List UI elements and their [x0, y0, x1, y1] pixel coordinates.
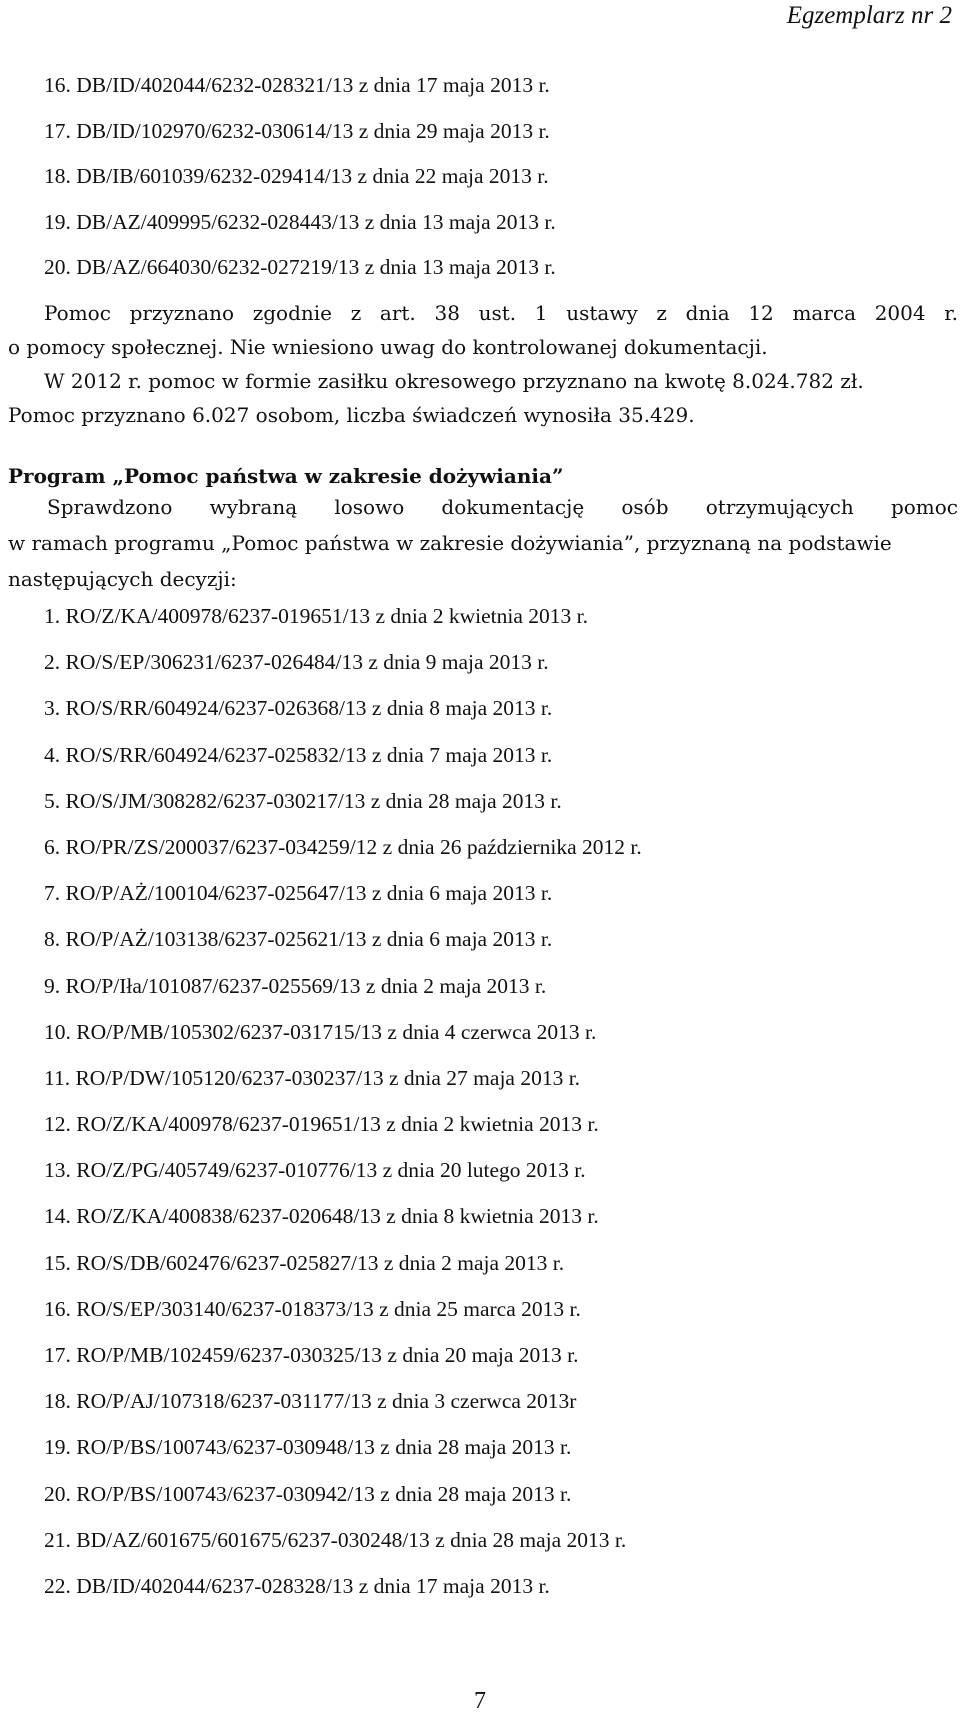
- intro-line: w ramach programu „Pomoc państwa w zakresie dożywiania”, przyznaną na podstawie: [8, 531, 892, 555]
- summary-line: o pomocy społecznej. Nie wniesiono uwag do kontrolowanej dokumentacji.: [8, 335, 768, 359]
- list-item: 16. RO/S/EP/303140/6237-018373/13 z dnia 25 marca 2013 r.: [44, 1296, 581, 1321]
- list-item: 19. RO/P/BS/100743/6237-030948/13 z dnia 28 maja 2013 r.: [44, 1435, 572, 1460]
- copy-number-header: Egzemplarz nr 2: [786, 2, 952, 29]
- list-item: 17. RO/P/MB/102459/6237-030325/13 z dnia 20 maja 2013 r.: [44, 1343, 579, 1367]
- page-number: 7: [474, 1688, 486, 1714]
- list-item: 3. RO/S/RR/604924/6237-026368/13 z dnia 8 maja 2013 r.: [44, 696, 553, 721]
- list-item: 12. RO/Z/KA/400978/6237-019651/13 z dnia 2 kwietnia 2013 r.: [44, 1112, 599, 1137]
- list-item: 1. RO/Z/KA/400978/6237-019651/13 z dnia 2 kwietnia 2013 r.: [44, 604, 589, 628]
- list-item: 8. RO/P/AŻ/103138/6237-025621/13 z dnia 6 maja 2013 r.: [44, 927, 553, 952]
- intro-line: Sprawdzono wybraną losowo dokumentację osób otrzymujących pomoc: [47, 495, 958, 519]
- list-item: 21. BD/AZ/601675/601675/6237-030248/13 z dnia 28 maja 2013 r.: [44, 1527, 627, 1552]
- list-item: 16. DB/ID/402044/6232-028321/13 z dnia 17 maja 2013 r.: [44, 73, 550, 97]
- list-item: 14. RO/Z/KA/400838/6237-020648/13 z dnia 8 kwietnia 2013 r.: [44, 1204, 599, 1229]
- list-item: 5. RO/S/JM/308282/6237-030217/13 z dnia 28 maja 2013 r.: [44, 788, 562, 813]
- list-item: 9. RO/P/Iła/101087/6237-025569/13 z dnia 2 maja 2013 r.: [44, 973, 547, 998]
- list-item: 10. RO/P/MB/105302/6237-031715/13 z dnia 4 czerwca 2013 r.: [44, 1019, 597, 1044]
- list-item: 4. RO/S/RR/604924/6237-025832/13 z dnia 7 maja 2013 r.: [44, 742, 553, 767]
- list-item: 18. DB/IB/601039/6232-029414/13 z dnia 22 maja 2013 r.: [44, 164, 549, 188]
- summary-line: W 2012 r. pomoc w formie zasiłku okresowego przyznano na kwotę 8.024.782 zł.: [44, 369, 864, 393]
- program-decisions-list: [44, 603, 642, 1619]
- list-item: 2. RO/S/EP/306231/6237-026484/13 z dnia 9 maja 2013 r.: [44, 650, 549, 675]
- list-item: 17. DB/ID/102970/6232-030614/13 z dnia 29 maja 2013 r.: [44, 118, 550, 143]
- list-item: 6. RO/PR/ZS/200037/6237-034259/12 z dnia 26 października 2012 r.: [44, 834, 642, 859]
- intro-line: następujących decyzji:: [8, 567, 237, 591]
- decisions-list-continued: [44, 72, 556, 300]
- list-item: 18. RO/P/AJ/107318/6237-031177/13 z dnia 3 czerwca 2013r: [44, 1389, 577, 1414]
- list-item: 15. RO/S/DB/602476/6237-025827/13 z dnia 2 maja 2013 r.: [44, 1250, 565, 1275]
- summary-line: Pomoc przyznano zgodnie z art. 38 ust. 1 ustawy z dnia 12 marca 2004 r.: [44, 301, 958, 325]
- list-item: 20. DB/AZ/664030/6232-027219/13 z dnia 13 maja 2013 r.: [44, 255, 556, 279]
- list-item: 13. RO/Z/PG/405749/6237-010776/13 z dnia 20 lutego 2013 r.: [44, 1158, 586, 1183]
- list-item: 11. RO/P/DW/105120/6237-030237/13 z dnia 27 maja 2013 r.: [44, 1065, 581, 1090]
- program-intro-paragraph: [8, 489, 958, 597]
- summary-line: Pomoc przyznano 6.027 osobom, liczba świadczeń wynosiła 35.429.: [8, 403, 695, 427]
- list-item: 20. RO/P/BS/100743/6237-030942/13 z dnia 28 maja 2013 r.: [44, 1481, 572, 1506]
- list-item: 19. DB/AZ/409995/6232-028443/13 z dnia 13 maja 2013 r.: [44, 209, 556, 234]
- list-item: 22. DB/ID/402044/6237-028328/13 z dnia 17 maja 2013 r.: [44, 1573, 550, 1598]
- summary-paragraph: [8, 296, 958, 432]
- list-item: 7. RO/P/AŻ/100104/6237-025647/13 z dnia 6 maja 2013 r.: [44, 881, 553, 906]
- program-heading: Program „Pomoc państwa w zakresie dożywiania”: [8, 464, 564, 488]
